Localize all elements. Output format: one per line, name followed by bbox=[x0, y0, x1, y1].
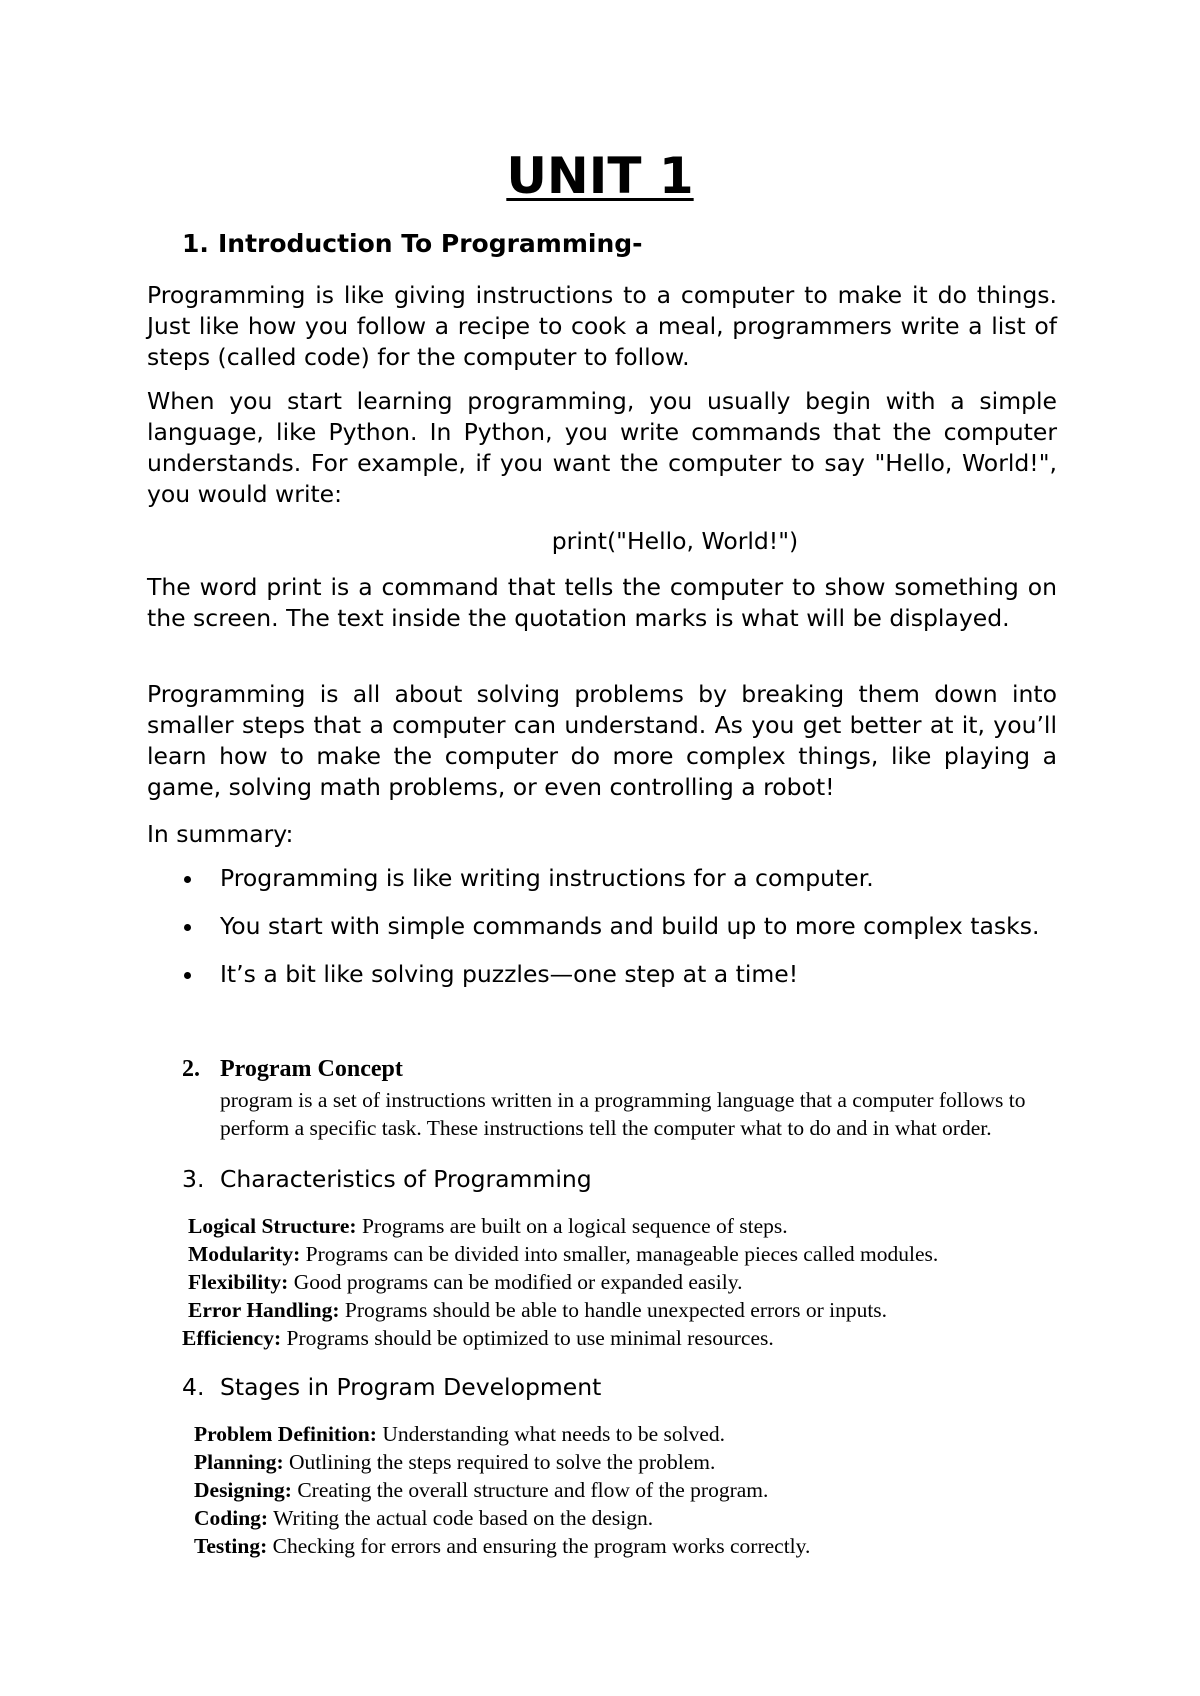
term: Testing: bbox=[194, 1534, 268, 1558]
list-item bbox=[194, 1532, 810, 1560]
section-4-title: Stages in Program Development bbox=[220, 1373, 602, 1401]
term: Designing: bbox=[194, 1478, 292, 1502]
intro-paragraph-2: When you start learning programming, you usually begin with a simple language, like Python. In Python, you write commands that the computer understands. For example, if you want the computer to say "Hello, World!", you would write: bbox=[147, 387, 1057, 508]
section-1-heading bbox=[182, 229, 643, 259]
list-item bbox=[194, 1448, 810, 1476]
characteristics-list bbox=[182, 1212, 939, 1352]
summary-label: In summary: bbox=[147, 820, 294, 848]
section-2-title: Program Concept bbox=[220, 1056, 403, 1082]
section-3-title: Characteristics of Programming bbox=[220, 1165, 592, 1193]
section-2-number: 2. bbox=[182, 1056, 200, 1082]
list-item bbox=[194, 1476, 810, 1504]
list-item bbox=[188, 1240, 938, 1268]
term: Flexibility: bbox=[188, 1270, 289, 1294]
stages-list bbox=[194, 1420, 810, 1560]
page-title: UNIT 1 bbox=[506, 147, 694, 205]
description: Understanding what needs to be solved. bbox=[376, 1422, 726, 1446]
list-item bbox=[188, 1296, 938, 1324]
section-4-number: 4. bbox=[182, 1373, 205, 1401]
program-concept-text: program is a set of instructions written in a programming language that a computer follows to perform a specific task. These instructions tell the computer what to do and in what order. bbox=[220, 1088, 1026, 1140]
list-item bbox=[147, 912, 1057, 941]
code-example: print("Hello, World!") bbox=[551, 527, 799, 555]
list-item bbox=[147, 864, 1057, 893]
term: Modularity: bbox=[188, 1242, 301, 1266]
section-1-number: 1. bbox=[182, 229, 209, 258]
term: Logical Structure: bbox=[188, 1214, 357, 1238]
term: Problem Definition: bbox=[194, 1422, 377, 1446]
term: Efficiency: bbox=[182, 1326, 282, 1350]
section-1-title: Introduction To Programming- bbox=[218, 229, 643, 258]
section-2-heading bbox=[182, 1055, 403, 1083]
list-item bbox=[194, 1420, 810, 1448]
description: Good programs can be modified or expanded easily. bbox=[288, 1270, 743, 1294]
term: Planning: bbox=[194, 1450, 284, 1474]
description: Checking for errors and ensuring the program works correctly. bbox=[267, 1534, 811, 1558]
intro-paragraph-3: The word print is a command that tells the computer to show something on the screen. The text inside the quotation marks is what will be displayed. bbox=[147, 573, 1057, 632]
description: Programs can be divided into smaller, manageable pieces called modules. bbox=[300, 1242, 939, 1266]
description: Creating the overall structure and flow of the program. bbox=[291, 1478, 769, 1502]
description: Programs are built on a logical sequence of steps. bbox=[356, 1214, 788, 1238]
bullet-icon bbox=[184, 972, 191, 979]
section-3-heading bbox=[182, 1164, 592, 1194]
bullet-icon bbox=[184, 924, 191, 931]
term: Coding: bbox=[194, 1506, 269, 1530]
section-3-number: 3. bbox=[182, 1165, 205, 1193]
list-item-text: You start with simple commands and build up to more complex tasks. bbox=[220, 912, 1040, 940]
summary-list bbox=[147, 864, 1057, 1008]
bullet-icon bbox=[184, 876, 191, 883]
section-4-heading bbox=[182, 1372, 601, 1402]
list-item bbox=[182, 1324, 938, 1352]
description: Writing the actual code based on the design. bbox=[268, 1506, 654, 1530]
description: Programs should be optimized to use minimal resources. bbox=[281, 1326, 774, 1350]
list-item-text: It’s a bit like solving puzzles—one step at a time! bbox=[220, 960, 799, 988]
list-item-text: Programming is like writing instructions for a computer. bbox=[220, 864, 874, 892]
list-item bbox=[188, 1268, 938, 1296]
description: Outlining the steps required to solve the problem. bbox=[283, 1450, 716, 1474]
list-item bbox=[194, 1504, 810, 1532]
intro-paragraph-1: Programming is like giving instructions to a computer to make it do things. Just like how you follow a recipe to cook a meal, programmers write a list of steps (called code) for the computer to follow. bbox=[147, 281, 1057, 371]
list-item bbox=[188, 1212, 938, 1240]
list-item bbox=[147, 960, 1057, 989]
intro-paragraph-4: Programming is all about solving problems by breaking them down into smaller steps that a computer can understand. As you get better at it, you’ll learn how to make the computer do more complex things, like playing a game, solving math problems, or even controlling a robot! bbox=[147, 680, 1057, 801]
description: Programs should be able to handle unexpected errors or inputs. bbox=[339, 1298, 888, 1322]
term: Error Handling: bbox=[188, 1298, 340, 1322]
